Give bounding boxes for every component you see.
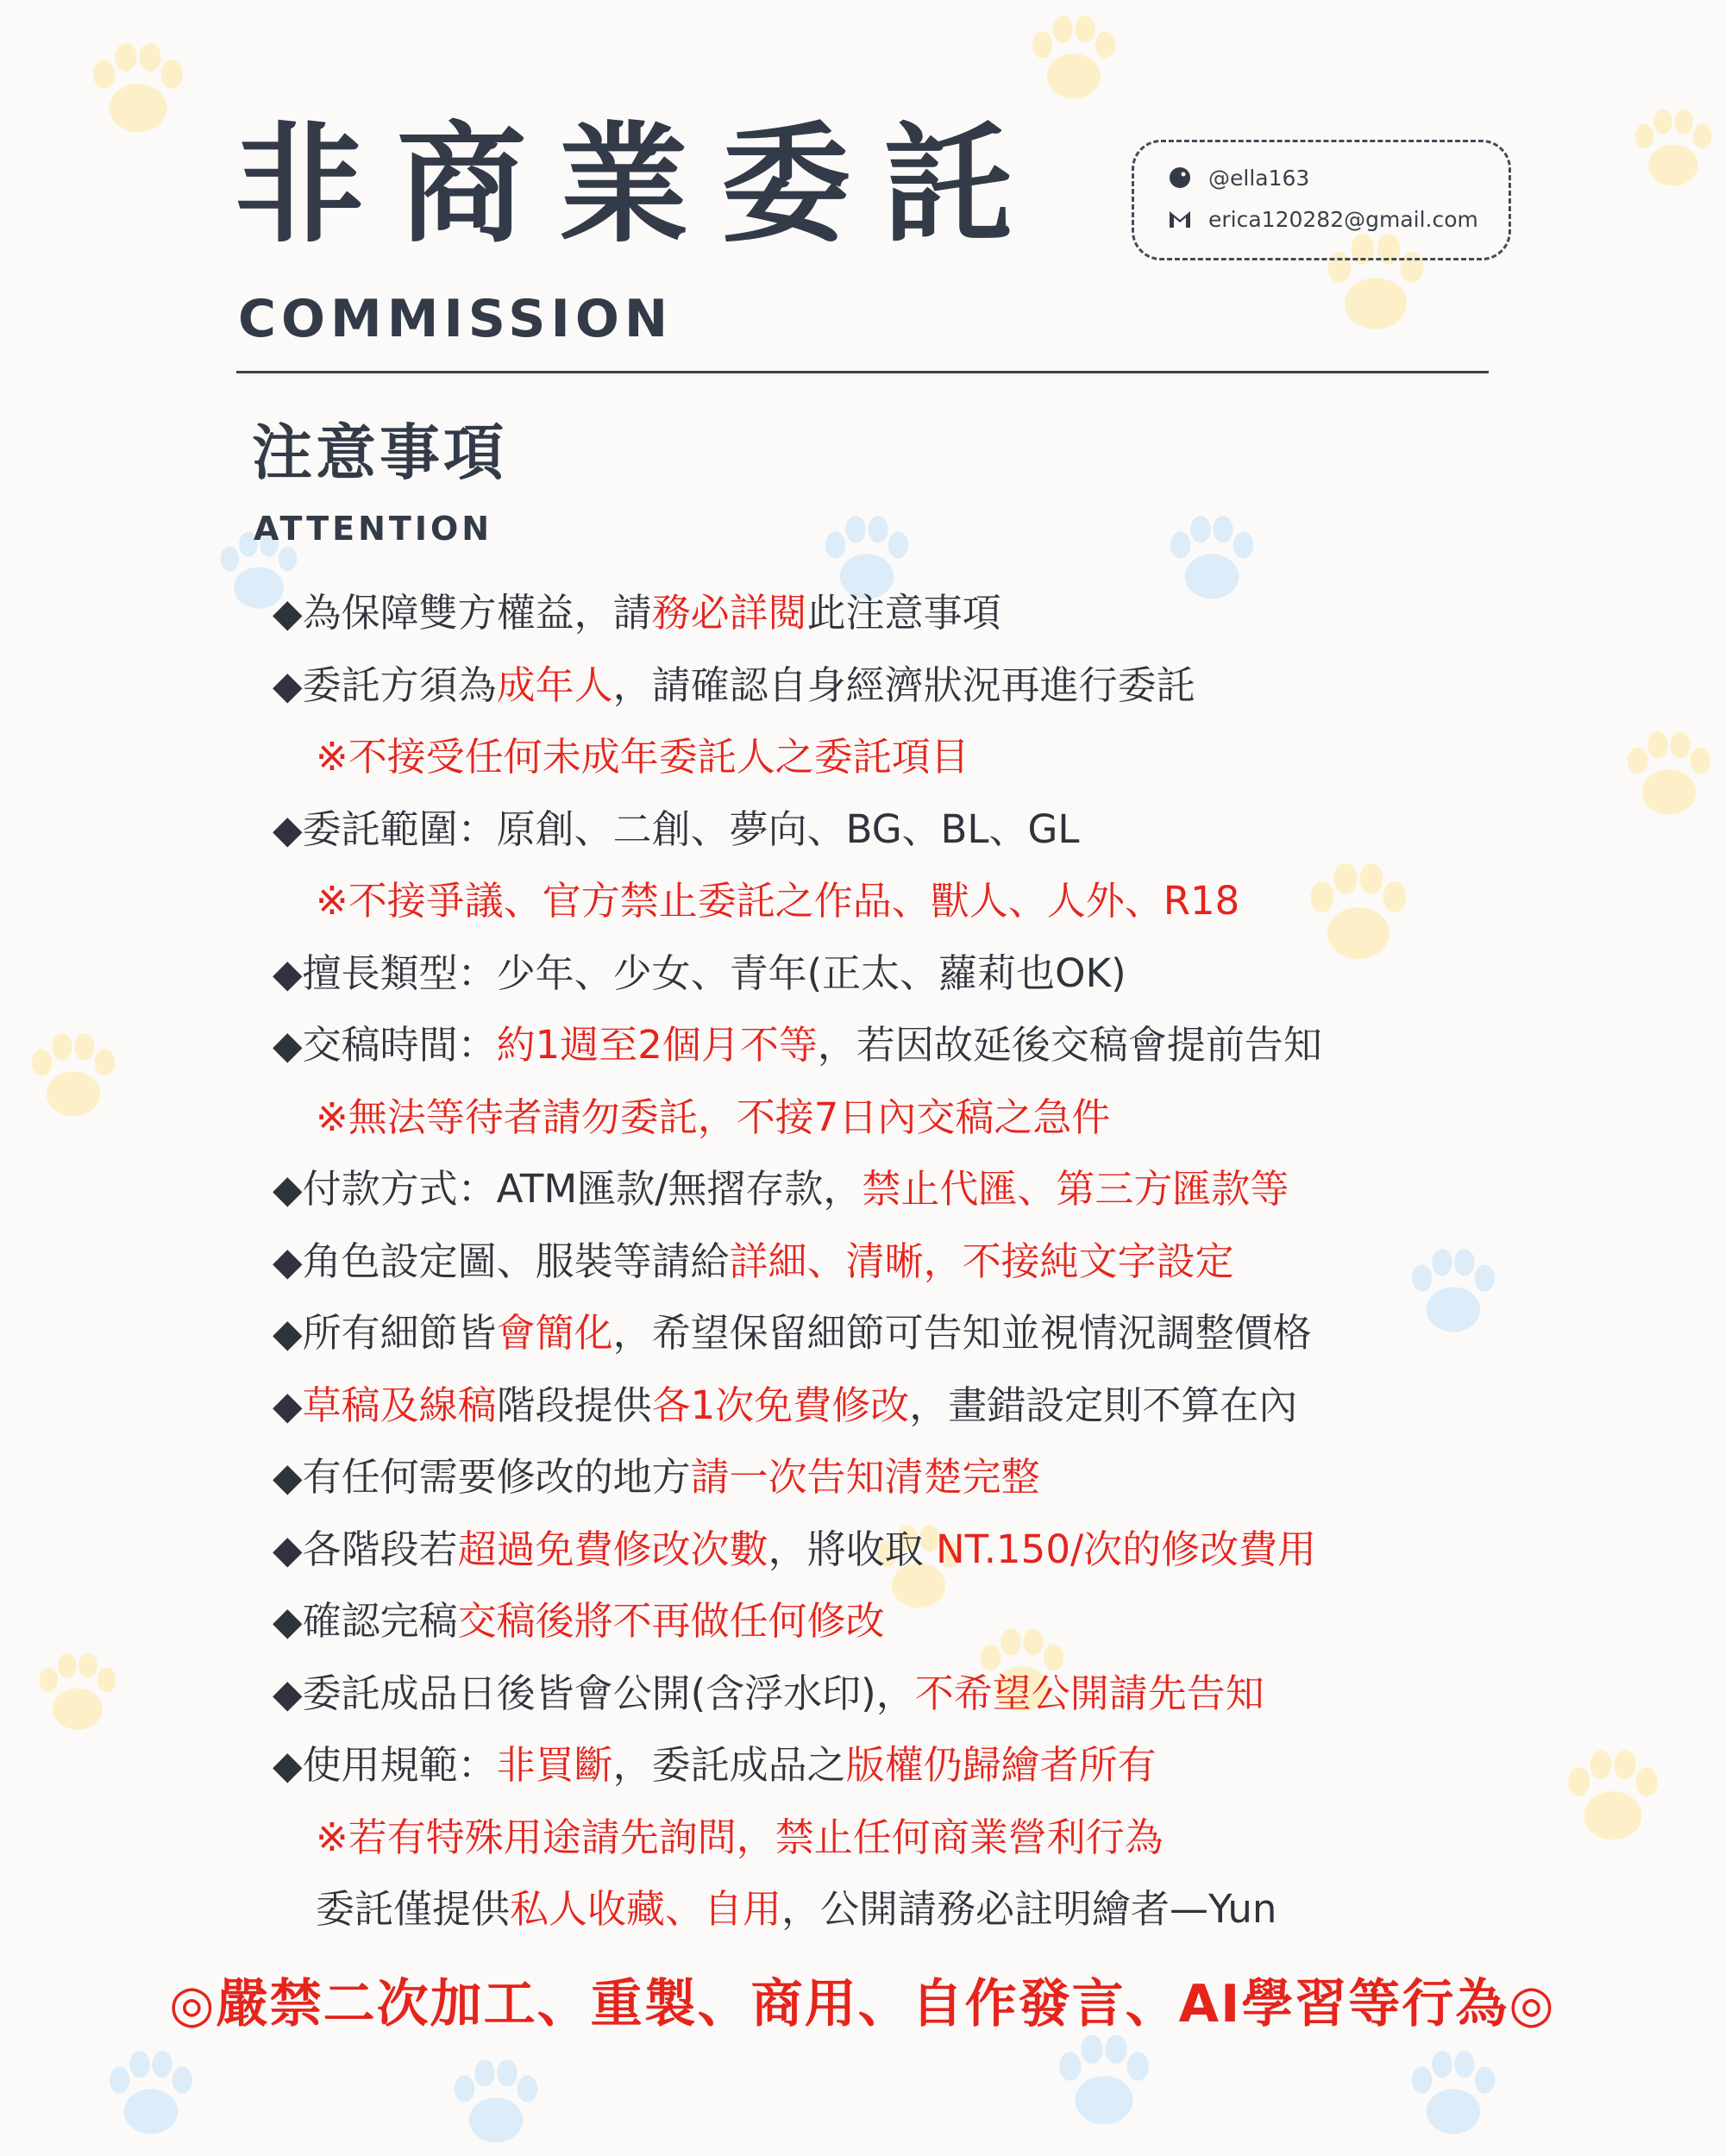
rule-highlight: 請一次告知清楚完整 bbox=[690, 1454, 1040, 1500]
rule-line bbox=[273, 1739, 1497, 1811]
attention-title: 注意事項 bbox=[252, 417, 507, 488]
rule-line bbox=[273, 1595, 1497, 1667]
rule-line bbox=[273, 1307, 1497, 1379]
rule-highlight: 超過免費修改次數 bbox=[457, 1526, 768, 1572]
rule-highlight: 私人收藏、自用 bbox=[510, 1886, 782, 1932]
page-title: 非商業委託 bbox=[235, 110, 1046, 260]
rule-highlight: NT.150/次的修改費用 bbox=[935, 1526, 1317, 1572]
rule-line bbox=[273, 659, 1497, 731]
rule-highlight: ※無法等待者請勿委託，不接7日內交稿之急件 bbox=[316, 1094, 1111, 1140]
rule-line bbox=[273, 1091, 1497, 1163]
rule-text: ◆委託方須為 bbox=[273, 661, 497, 708]
header-divider bbox=[236, 371, 1489, 373]
rule-highlight: 約1週至2個月不等 bbox=[496, 1022, 818, 1068]
rule-text: ◆委託範圍：原創、二創、夢向、BG、BL、GL bbox=[273, 805, 1080, 852]
rule-text: 階段提供 bbox=[496, 1382, 652, 1428]
rule-text: ，委託成品之 bbox=[612, 1742, 846, 1788]
rule-text: ，將收取 bbox=[768, 1526, 936, 1572]
rule-text: 委託僅提供 bbox=[316, 1886, 511, 1932]
rule-text: ◆ bbox=[273, 1382, 303, 1428]
rule-line bbox=[273, 1235, 1497, 1307]
contact-handle-row bbox=[1167, 165, 1309, 191]
gmail-icon bbox=[1167, 206, 1193, 232]
bird-logo-icon bbox=[1167, 165, 1193, 191]
rule-text: ◆有任何需要修改的地方 bbox=[273, 1454, 691, 1500]
rule-text: ◆使用規範： bbox=[273, 1742, 497, 1788]
rule-line bbox=[273, 1163, 1497, 1235]
rule-line bbox=[273, 586, 1497, 659]
contact-box bbox=[1132, 140, 1511, 260]
rule-text: ，希望保留細節可告知並視情況調整價格 bbox=[612, 1310, 1312, 1356]
rule-line bbox=[273, 947, 1497, 1019]
rule-highlight: 不希望公開請先告知 bbox=[914, 1670, 1264, 1716]
rule-line bbox=[273, 1667, 1497, 1739]
rule-line bbox=[273, 1018, 1497, 1091]
rule-text: ◆交稿時間： bbox=[273, 1022, 497, 1068]
rule-highlight: 草稿及線稿 bbox=[302, 1382, 497, 1428]
prohibition-notice: ◎嚴禁二次加工、重製、商用、自作發言、AI學習等行為◎ bbox=[169, 1974, 1556, 2034]
rule-highlight: ※若有特殊用途請先詢問，禁止任何商業營利行為 bbox=[316, 1814, 1164, 1860]
rule-highlight: 交稿後將不再做任何修改 bbox=[457, 1598, 885, 1644]
rule-highlight: 詳細、清晰，不接純文字設定 bbox=[729, 1238, 1234, 1284]
rule-line bbox=[273, 1883, 1497, 1955]
rule-text: 此注意事項 bbox=[806, 590, 1001, 636]
rule-text: ，請確認自身經濟狀況再進行委託 bbox=[612, 661, 1195, 708]
rule-line bbox=[273, 1811, 1497, 1883]
rule-text: ◆付款方式：ATM匯款/無摺存款， bbox=[273, 1166, 862, 1212]
rule-text: ，若因故延後交稿會提前告知 bbox=[817, 1022, 1322, 1068]
page-subtitle: COMMISSION bbox=[238, 289, 674, 349]
rule-highlight: 成年人 bbox=[496, 661, 613, 708]
rule-text: ，公開請務必註明繪者—Yun bbox=[781, 1886, 1277, 1932]
rule-highlight: ※不接受任何未成年委託人之委託項目 bbox=[316, 734, 969, 780]
rule-highlight: 禁止代匯、第三方匯款等 bbox=[862, 1166, 1289, 1212]
rule-line bbox=[273, 803, 1497, 875]
rule-text: ◆擅長類型：少年、少女、青年(正太、蘿莉也OK) bbox=[273, 950, 1126, 996]
rule-line bbox=[273, 1523, 1497, 1595]
rule-line bbox=[273, 874, 1497, 947]
rule-text: ◆為保障雙方權益，請 bbox=[273, 590, 652, 636]
rule-text: ，畫錯設定則不算在內 bbox=[909, 1382, 1298, 1428]
rule-text: ◆委託成品日後皆會公開(含浮水印)， bbox=[273, 1670, 915, 1716]
rule-text: ◆角色設定圖、服裝等請給 bbox=[273, 1238, 730, 1284]
rule-highlight: 會簡化 bbox=[496, 1310, 613, 1356]
rule-highlight: ※不接爭議、官方禁止委託之作品、獸人、人外、R18 bbox=[316, 878, 1240, 924]
rule-text: ◆所有細節皆 bbox=[273, 1310, 497, 1356]
rule-highlight: 非買斷 bbox=[496, 1742, 613, 1788]
rule-highlight: 版權仍歸繪者所有 bbox=[845, 1742, 1157, 1788]
contact-email-row bbox=[1167, 206, 1478, 232]
contact-handle[interactable]: @ella163 bbox=[1208, 165, 1310, 191]
rules-list bbox=[273, 586, 1497, 1955]
rule-text: ◆各階段若 bbox=[273, 1526, 458, 1572]
rule-highlight: 務必詳閱 bbox=[651, 590, 807, 636]
rule-line bbox=[273, 730, 1497, 803]
rule-line bbox=[273, 1451, 1497, 1523]
rule-line bbox=[273, 1379, 1497, 1451]
attention-subtitle: ATTENTION bbox=[254, 510, 493, 548]
contact-email[interactable]: erica120282@gmail.com bbox=[1208, 206, 1478, 232]
rule-text: ◆確認完稿 bbox=[273, 1598, 458, 1644]
rule-highlight: 各1次免費修改 bbox=[651, 1382, 910, 1428]
